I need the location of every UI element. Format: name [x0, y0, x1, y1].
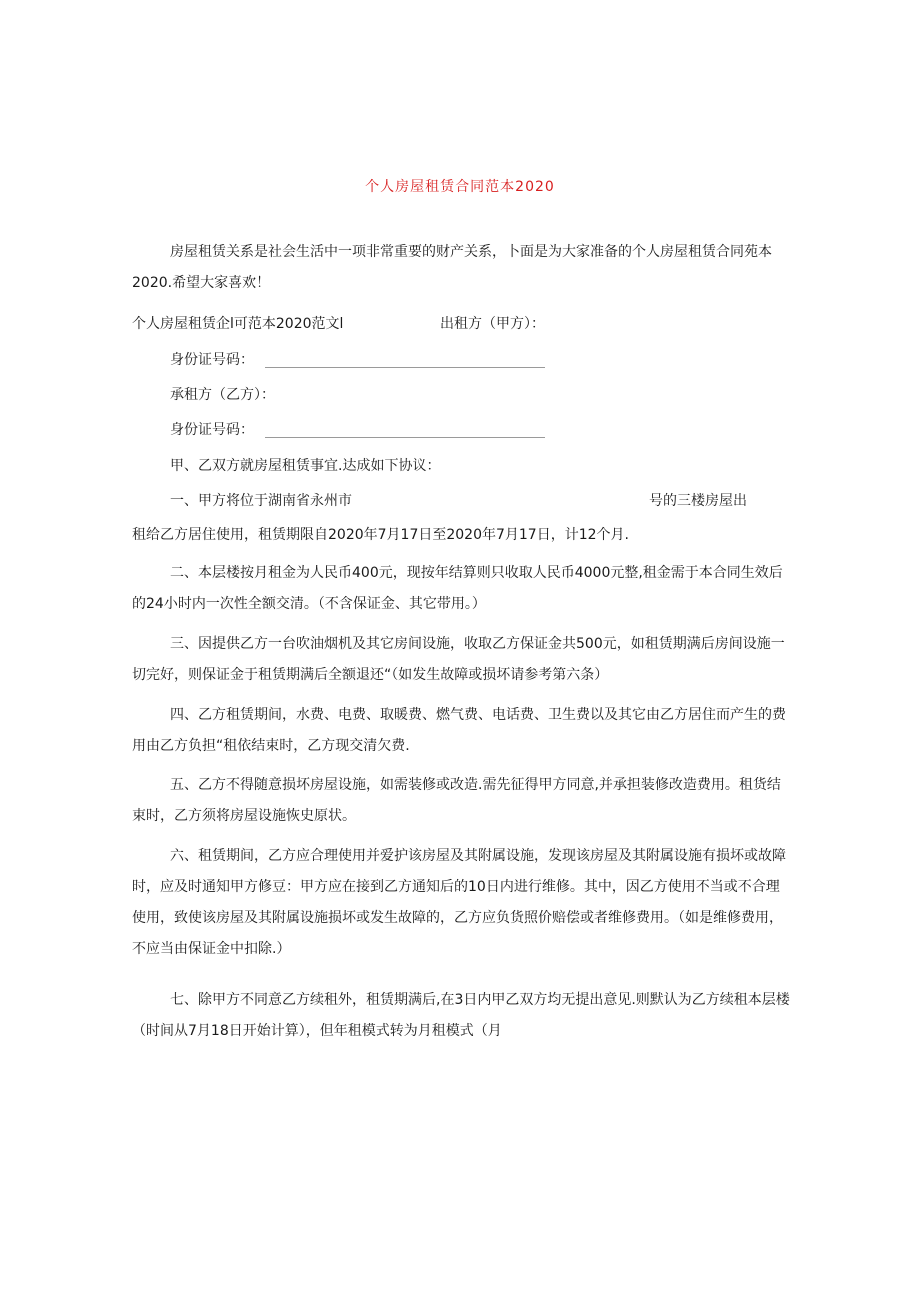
lessor-id-label: 身份证号码：: [170, 352, 254, 368]
clause-1-middle: 号的三楼房屋出: [649, 493, 747, 509]
template-subtitle: 个人房屋租赁企l可范本2020范文l: [132, 316, 344, 332]
clause-1-end: 租给乙方居住使用，租赁期限自2020年7月17日至2020年7月17日，计12个月.: [132, 527, 629, 543]
clause-3: 三、因提供乙方一台吹油烟机及其它房间设施，收取乙方保证金共500元，如租赁期满后房间设施一切完好，则保证金于租赁期满后全额退还“（如发生故障或损坏请参考第六条）: [132, 636, 785, 683]
lessee-label: 承租方（乙方）：: [170, 387, 275, 403]
lessee-id-label: 身份证号码：: [170, 422, 254, 438]
clause-4: 四、乙方租赁期间，水费、电费、取暖费、燃气费、电话费、卫生费以及其它由乙方居住而产生的费用由乙方负担“租依结束时，乙方现交清欠费.: [132, 707, 786, 754]
lessor-label: 出租方（甲方）：: [440, 316, 545, 332]
clause-7: 七、除甲方不同意乙方续租外，租赁期满后,在3日内甲乙双方均无提出意见.则默认为乙方续租本层楼（时间从7月18日开始计算），但年租模式转为月租模式（月: [132, 992, 790, 1039]
intro-paragraph: 房屋租赁关系是社会生活中一项非常重要的财产关系，卜面是为大家准备的个人房屋租赁合同苑本2020.希望大家喜欢！: [132, 244, 772, 291]
clause-5: 五、乙方不得随意损坏房屋设施，如需装修或改造.需先征得甲方同意,并承担装修改造费用。租货结束时，乙方须将房屋设施恢史原状。: [132, 777, 781, 824]
clause-6: 六、租赁期间，乙方应合理使用并爱护该房屋及其附属设施，发现该房屋及其附属设施有损坏或故障时，应及时通知甲方修豆：甲方应在接到乙方通知后的10日内进行维修。其中，因乙方使用不当或不合理使用，致使该房屋及其附属设施损坏或发生故障的，乙方应负货照价赔偿或者维修费用。（如是维修费用，不应当由保证金中扣除.）: [132, 848, 786, 957]
lessee-id-blank: [265, 437, 545, 438]
lessor-id-blank: [265, 367, 545, 368]
clause-1-start: 一、甲方将位于湖南省永州市: [170, 493, 352, 509]
document-title: 个人房屋租赁合同范本2020: [365, 179, 555, 195]
clause-2: 二、本层楼按月租金为人民币400元，现按年结算则只收取人民币4000元整,租金需于本合同生效后的24小时内一次性全额交清。（不含保证金、其它带用。）: [132, 565, 783, 612]
agreement-line: 甲、乙双方就房屋租赁事宜.达成如下协议：: [170, 458, 441, 474]
